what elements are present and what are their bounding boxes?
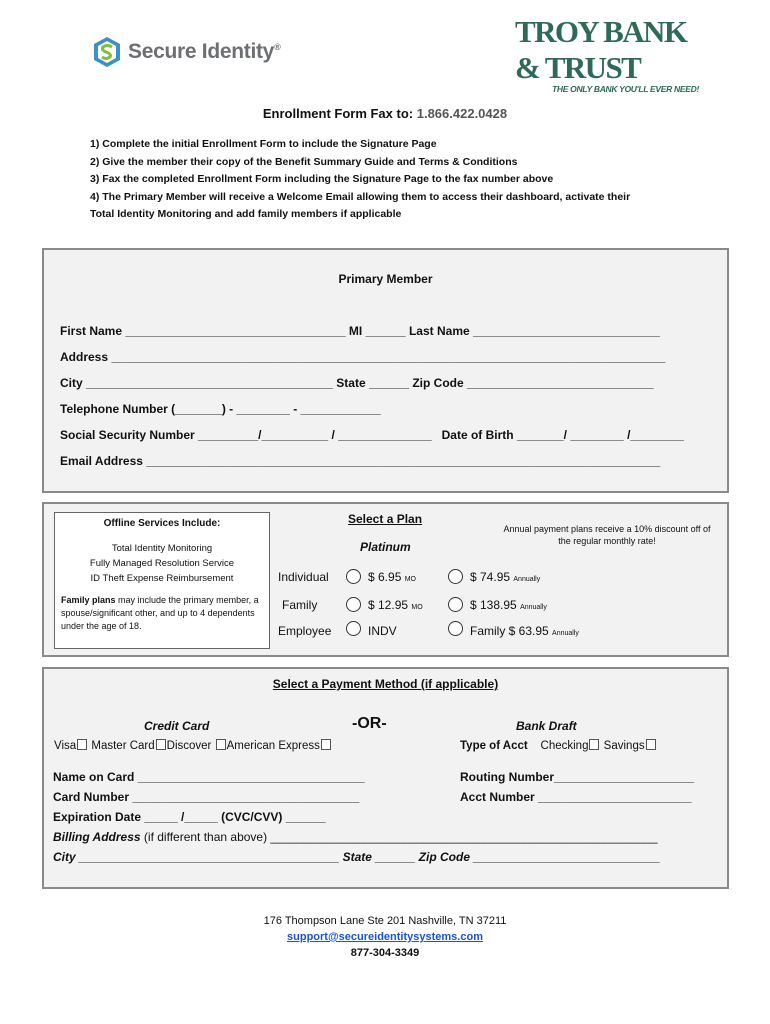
city-field-line[interactable]: City _____________________________________ State ______ Zip Code ____________________________ — [60, 376, 654, 390]
troy-bank-logo — [515, 14, 705, 94]
instruction-step: 1) Complete the initial Enrollment Form to include the Signature Page — [90, 138, 437, 150]
instructions — [90, 136, 690, 224]
offline-services-heading: Offline Services Include: — [103, 518, 221, 529]
secure-identity-logo — [92, 34, 280, 70]
footer — [0, 913, 770, 961]
card-type-row: Visa Master Card Discover American Express — [54, 739, 332, 752]
address-field-line[interactable]: Address ___________________________________________________________________________________ — [60, 350, 666, 364]
plan-price: $ 6.95 MO — [368, 570, 416, 584]
plan-price: $ 74.95 Annually — [470, 570, 541, 584]
employee-family-radio[interactable] — [448, 621, 463, 636]
name-on-card-line[interactable]: Name on Card __________________________________ — [53, 770, 365, 784]
discount-note: Annual payment plans receive a 10% discount off of the regular monthly rate! — [503, 524, 711, 546]
secure-identity-wordmark: Secure Identity® — [128, 40, 281, 63]
select-plan-title: Select a Plan — [348, 512, 423, 526]
discover-checkbox[interactable] — [216, 739, 226, 750]
or-separator: -OR- — [352, 715, 387, 732]
bank-draft-heading: Bank Draft — [516, 719, 577, 733]
individual-monthly-radio[interactable] — [346, 569, 361, 584]
troy-bank-wordmark: TROY BANK & TRUST — [515, 14, 687, 85]
account-type-row: Type of Acct Checking Savings — [460, 739, 657, 752]
plan-tier: Platinum — [360, 540, 411, 554]
plan-price: Family $ 63.95 Annually — [470, 624, 579, 638]
instruction-step: Total Identity Monitoring and add family members if applicable — [90, 208, 402, 220]
offline-service-item: Fully Managed Resolution Service — [89, 558, 235, 569]
fax-number: 1.866.422.0428 — [416, 106, 508, 121]
instruction-step: 3) Fax the completed Enrollment Form including the Signature Page to the fax number above — [90, 173, 554, 185]
ssn-dob-field-line[interactable]: Social Security Number _________/__________ / ______________ Date of Birth _______/ ________ /________ — [60, 428, 684, 442]
name-field-line[interactable]: First Name _________________________________ MI ______ Last Name ____________________________ — [60, 324, 660, 338]
credit-card-heading: Credit Card — [144, 719, 210, 733]
card-number-line[interactable]: Card Number __________________________________ — [53, 790, 360, 804]
visa-checkbox[interactable] — [77, 739, 87, 750]
employee-indv-radio[interactable] — [346, 621, 361, 636]
billing-address-line[interactable]: Billing Address (if different than above) __________________________________________________________ — [53, 830, 658, 844]
checking-checkbox[interactable] — [589, 739, 599, 750]
master-card-checkbox[interactable] — [156, 739, 166, 750]
payment-title: Select a Payment Method (if applicable) — [272, 677, 499, 691]
family-annual-radio[interactable] — [448, 597, 463, 612]
plan-price: $ 138.95 Annually — [470, 598, 547, 612]
plan-price: INDV — [368, 624, 397, 638]
troy-bank-tagline: THE ONLY BANK YOU'LL EVER NEED! — [552, 84, 699, 94]
telephone-field-line[interactable]: Telephone Number (_______) - ________ - ____________ — [60, 402, 381, 416]
offline-service-item: ID Theft Expense Reimbursement — [90, 573, 234, 584]
footer-phone: 877-304-3349 — [350, 947, 420, 959]
plan-section — [42, 502, 729, 657]
plan-row-label: Employee — [278, 624, 332, 638]
shield-logo-icon — [92, 36, 122, 68]
plan-row-label: Individual — [278, 570, 329, 584]
support-email-link[interactable]: support@secureidentitysystems.com — [287, 931, 483, 943]
plan-price: $ 12.95 MO — [368, 598, 423, 612]
primary-member-title: Primary Member — [338, 272, 433, 286]
offline-services-box — [54, 512, 270, 649]
primary-member-section — [42, 248, 729, 493]
savings-checkbox[interactable] — [646, 739, 656, 750]
american-express-checkbox[interactable] — [321, 739, 331, 750]
expiration-line[interactable]: Expiration Date _____ /_____ (CVC/CVV) ______ — [53, 810, 326, 824]
footer-address: 176 Thompson Lane Ste 201 Nashville, TN 37211 — [263, 915, 507, 927]
acct-number-line[interactable]: Acct Number _______________________ — [460, 790, 692, 804]
offline-service-item: Total Identity Monitoring — [111, 543, 213, 554]
instruction-step: 4) The Primary Member will receive a Welcome Email allowing them to access their dashboard, activate their — [90, 190, 631, 203]
instruction-step: 2) Give the member their copy of the Benefit Summary Guide and Terms & Conditions — [90, 155, 518, 168]
fax-title: Enrollment Form Fax to: 1.866.422.0428 — [262, 106, 508, 121]
email-field-line[interactable]: Email Address _____________________________________________________________________________ — [60, 454, 661, 468]
family-plans-note: Family plans may include the primary member, a spouse/significant other, and up to 4 dependents under the age of 18. — [61, 595, 259, 631]
plan-row-label: Family — [282, 598, 318, 612]
individual-annual-radio[interactable] — [448, 569, 463, 584]
routing-number-line[interactable]: Routing Number_____________________ — [460, 770, 695, 784]
billing-city-line[interactable]: City _______________________________________ State ______ Zip Code ____________________________ — [53, 850, 661, 864]
family-monthly-radio[interactable] — [346, 597, 361, 612]
payment-section — [42, 667, 729, 889]
